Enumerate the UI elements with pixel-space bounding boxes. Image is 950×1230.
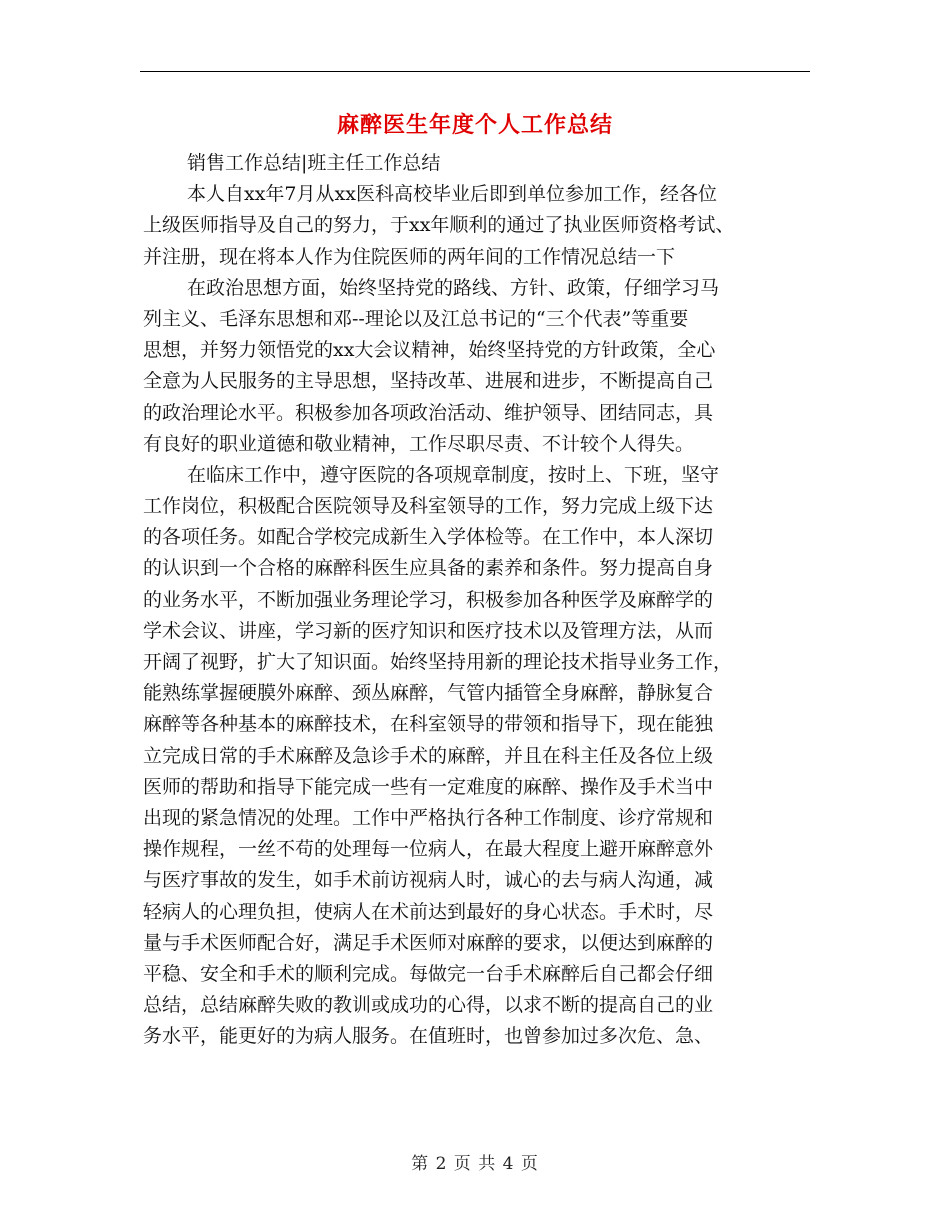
body-line: 立完成日常的手术麻醉及急诊手术的麻醉，并且在科主任及各位上级	[143, 744, 714, 767]
body-line: 有良好的职业道德和敬业精神，工作尽职尽责、不计较个人得失。	[143, 432, 695, 455]
body-line: 医师的帮助和指导下能完成一些有一定难度的麻醉、操作及手术当中	[143, 775, 714, 798]
body-line: 的业务水平，不断加强业务理论学习，积极参加各种医学及麻醉学的	[143, 588, 714, 611]
body-line: 上级医师指导及自己的努力，于xx年顺利的通过了执业医师资格考试、	[143, 214, 735, 237]
body-line: 出现的紧急情况的处理。工作中严格执行各种工作制度、诊疗常规和	[143, 806, 714, 829]
body-line: 平稳、安全和手术的顺利完成。每做完一台手术麻醉后自己都会仔细	[143, 962, 714, 985]
body-line: 的政治理论水平。积极参加各项政治活动、维护领导、团结同志，具	[143, 401, 714, 424]
body-line: 的各项任务。如配合学校完成新生入学体检等。在工作中，本人深切	[143, 526, 714, 549]
body-line: 能熟练掌握硬膜外麻醉、颈丛麻醉，气管内插管全身麻醉，静脉复合	[143, 682, 714, 705]
body-line: 轻病人的心理负担，使病人在术前达到最好的身心状态。手术时，尽	[143, 900, 714, 923]
body-line: 全意为人民服务的主导思想，坚持改革、进展和进步，不断提高自己	[143, 370, 714, 393]
body-line: 的认识到一个合格的麻醉科医生应具备的素养和条件。努力提高自身	[143, 557, 714, 580]
body-line: 操作规程，一丝不苟的处理每一位病人，在最大程度上避开麻醉意外	[143, 838, 714, 861]
body-line: 列主义、毛泽东思想和邓--理论以及江总书记的“三个代表”等重要	[143, 307, 689, 330]
page-number-footer: 第 2 页 共 4 页	[411, 1154, 539, 1174]
header-rule	[140, 71, 810, 72]
body-line: 在政治思想方面，始终坚持党的路线、方针、政策，仔细学习马	[187, 276, 720, 299]
body-line: 并注册，现在将本人作为住院医师的两年间的工作情况总结一下	[143, 245, 676, 268]
body-line: 思想，并努力领悟党的xx大会议精神，始终坚持党的方针政策，全心	[143, 339, 716, 362]
body-line: 开阔了视野，扩大了知识面。始终坚持用新的理论技术指导业务工作，	[143, 651, 733, 673]
body-line: 学术会议、讲座，学习新的医疗知识和医疗技术以及管理方法，从而	[143, 619, 714, 642]
document-title: 麻醉医生年度个人工作总结	[336, 112, 613, 138]
body-line: 在临床工作中，遵守医院的各项规章制度，按时上、下班，坚守	[187, 463, 720, 486]
body-line: 工作岗位，积极配合医院领导及科室领导的工作，努力完成上级下达	[143, 495, 714, 518]
body-line: 销售工作总结|班主任工作总结	[187, 152, 441, 174]
body-line: 与医疗事故的发生，如手术前访视病人时，诚心的去与病人沟通，减	[143, 869, 714, 892]
body-line: 总结，总结麻醉失败的教训或成功的心得，以求不断的提高自己的业	[143, 994, 714, 1017]
document-body	[143, 148, 811, 1052]
body-line: 量与手术医师配合好，满足手术医师对麻醉的要求，以便达到麻醉的	[143, 931, 714, 954]
body-line: 务水平，能更好的为病人服务。在值班时，也曾参加过多次危、急、	[143, 1025, 714, 1048]
body-line: 本人自xx年7月从xx医科高校毕业后即到单位参加工作，经各位	[187, 183, 717, 206]
body-line: 麻醉等各种基本的麻醉技术，在科室领导的带领和指导下，现在能独	[143, 713, 714, 736]
